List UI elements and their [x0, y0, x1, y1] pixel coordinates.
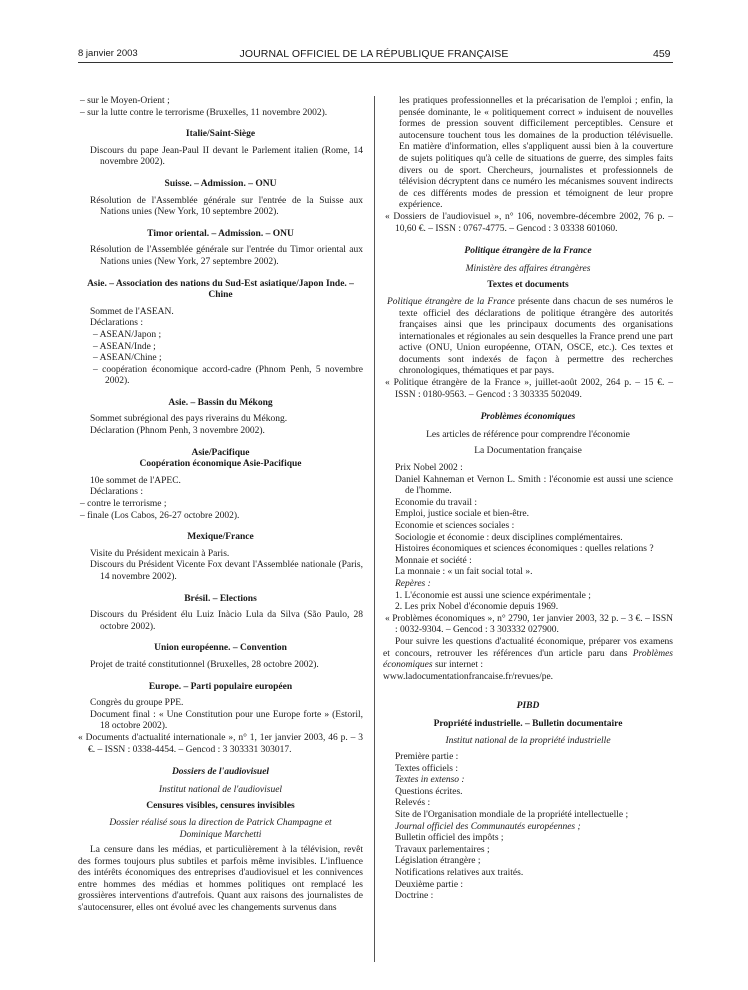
publisher: Ministère des affaires étrangères [465, 263, 591, 274]
section-heading: Timor oriental. – Admission. – ONU [147, 228, 294, 239]
section-heading: Propriété industrielle. – Bulletin documentaire [433, 718, 623, 729]
header-rule [78, 62, 673, 63]
list-item: Histoires économiques et sciences économiques : quelles relations ? [395, 544, 654, 555]
paragraph-text: sur internet : [432, 660, 483, 671]
list-item: – sur la lutte contre le terrorisme (Bruxelles, 11 novembre 2002). [80, 107, 328, 118]
list-item: – contre le terrorisme ; [80, 499, 167, 510]
section-heading: Italie/Saint-Siège [185, 129, 256, 140]
section-heading: Mexique/France [187, 532, 254, 543]
website-link[interactable]: www.ladocumentationfrancaise.fr/revues/pe. [383, 671, 554, 682]
paragraph: Déclarations : [90, 318, 144, 329]
section-heading: Asie/Pacifique [191, 447, 250, 458]
list-item: 2. Les prix Nobel d'économie depuis 1969. [395, 602, 559, 613]
list-item: – ASEAN/Inde ; [93, 341, 156, 352]
paragraph: Document final : « Une Constitution pour une Europe forte » (Estoril, 18 octobre 2002). [90, 709, 363, 732]
section-heading: Politique étrangère de la France [464, 246, 592, 257]
section-heading: Textes et documents [487, 280, 569, 291]
journal-title: Politique étrangère de la France [387, 296, 515, 307]
list-item: – coopération économique accord-cadre (Phnom Penh, 5 novembre 2002). [93, 364, 363, 387]
list-item: Emploi, justice sociale et bien-être. [395, 509, 530, 520]
list-item: Notifications relatives aux traités. [395, 868, 524, 879]
paragraph: les pratiques professionnelles et la précarisation de l'emploi ; enfin, la pensée dominante, le « politiquement correct » induisent de nouvelles formes de pression souvent difficilement perceptibles. Censure et autocensure touchent tous les domaines de la production télévisuelle. En matière d'information, elles s'appliquent aussi bien à la couverture de sujets politiques qu'à celle de situations de guerre, des simples faits divers ou de sport. Chercheurs, journalistes et professionnels de télévision décryptent dans ce numéro les mécanismes souvent indirects de ces différents modes de pression et témoignent de leur propre expérience. [399, 96, 673, 211]
paragraph: Projet de traité constitutionnel (Bruxelles, 28 octobre 2002). [90, 659, 319, 670]
list-item: Site de l'Organisation mondiale de la propriété intellectuelle ; [395, 810, 629, 821]
section-heading: Brésil. – Elections [184, 593, 257, 604]
section-heading: Problèmes économiques [480, 412, 576, 423]
list-item: Législation étrangère ; [395, 856, 481, 867]
list-item: 1. L'économie est aussi une science expérimentale ; [395, 590, 591, 601]
list-item: Textes in extenso : [395, 775, 465, 786]
list-item: Textes officiels : [395, 763, 459, 774]
header-date: 8 janvier 2003 [78, 48, 138, 59]
paragraph: Sommet de l'ASEAN. [90, 306, 174, 317]
paragraph [383, 637, 673, 672]
section-heading: Asie. – Association des nations du Sud-Est asiatique/Japon Inde. – Chine [87, 278, 354, 301]
paragraph: Résolution de l'Assemblée générale sur l'entrée du Timor oriental aux Nations unies (New York, 27 septembre 2002). [90, 245, 363, 267]
list-item: Questions écrites. [395, 786, 463, 797]
paragraph [383, 297, 673, 378]
list-item: – sur le Moyen-Orient ; [80, 96, 170, 106]
reference: « Dossiers de l'audiovisuel », n° 106, novembre-décembre 2002, 76 p. – 10,60 €. – ISSN : 0767-4775. – Gencod : 3 03338 601060. [385, 211, 673, 234]
header-title: JOURNAL OFFICIEL DE LA RÉPUBLIQUE FRANÇAISE [239, 48, 509, 60]
paragraph: La censure dans les médias, et particulièrement à la télévision, revêt des formes toujours plus subtiles et parfois même invisibles. L'influence des intérêts économiques des entreprises d'audiovisuel et les connivences entre hommes des médias et hommes politiques ont remplacé les grossières interventions d'autrefois. Quant aux raisons des journalistes de s'autocensurer, elles ont évolué avec les changements survenus dans [78, 845, 363, 914]
paragraph: Discours du pape Jean-Paul II devant le Parlement italien (Rome, 14 novembre 2002). [90, 145, 363, 168]
section-heading: PIBD [516, 701, 540, 712]
list-item: Deuxième partie : [395, 879, 464, 890]
section-heading: Dossiers de l'audiovisuel [171, 767, 270, 778]
reference: « Problèmes économiques », n° 2790, 1er janvier 2003, 32 p. – 3 €. – ISSN : 0032-9304. – Gencod : 3 303332 027900. [385, 613, 673, 636]
list-item: – ASEAN/Chine ; [93, 353, 162, 364]
paragraph: Discours du Président élu Luiz Inàcio Lula da Silva (São Paulo, 28 octobre 2002). [90, 610, 363, 632]
list-item: La monnaie : « un fait social total ». [395, 567, 533, 578]
list-item: Monnaie et société : [395, 555, 472, 566]
list-item: Doctrine : [395, 891, 434, 902]
paragraph: Sommet subrégional des pays riverains du Mékong. [90, 414, 288, 425]
paragraph: Déclarations : [90, 487, 144, 498]
paragraph: Résolution de l'Assemblée générale sur l'entrée de la Suisse aux Nations unies (New York, 10 septembre 2002). [90, 195, 363, 218]
page-number: 459 [653, 48, 671, 60]
list-item: Sociologie et économie : deux disciplines complémentaires. [395, 532, 623, 543]
subtitle: Les articles de référence pour comprendre l'économie [426, 429, 630, 440]
section-heading: Suisse. – Admission. – ONU [164, 178, 277, 189]
list-item: Journal officiel des Communautés européennes ; [395, 821, 581, 832]
reference: « Politique étrangère de la France », juillet-août 2002, 264 p. – 15 €. – ISSN : 0180-9563. – Gencod : 3 303335 502049. [385, 378, 673, 400]
paragraph: Discours du Président Vicente Fox devant l'Assemblée nationale (Paris, 14 novembre 2002). [90, 560, 363, 582]
paragraph-text: Pour suivre les questions d'actualité économique, préparer vos examens et concours, retrouver les références d'un article paru dans [383, 636, 673, 659]
right-column [383, 96, 673, 903]
section-heading: Europe. – Parti populaire européen [148, 681, 293, 692]
list-item: – ASEAN/Japon ; [93, 329, 162, 340]
list-item: Economie et sciences sociales : [395, 521, 515, 531]
list-item: – finale (Los Cabos, 26-27 octobre 2002). [80, 510, 240, 521]
list-item: Economie du travail : [395, 497, 478, 508]
list-item: Relevés : [395, 798, 431, 809]
list-item: Prix Nobel 2002 : [395, 463, 463, 474]
paragraph: Déclaration (Phnom Penh, 3 novembre 2002). [90, 426, 265, 437]
publisher: Institut national de la propriété industrielle [445, 735, 611, 746]
section-heading: Union européenne. – Convention [154, 643, 287, 654]
list-item: Bulletin officiel des impôts ; [395, 833, 504, 844]
paragraph: Congrès du groupe PPE. [90, 698, 184, 709]
list-item: Repères : [395, 578, 431, 589]
section-heading: Censures visibles, censures invisibles [146, 801, 295, 812]
publisher: Institut national de l'audiovisuel [158, 784, 283, 795]
paragraph: 10e sommet de l'APEC. [90, 475, 181, 486]
publisher: La Documentation française [474, 446, 582, 457]
editor-line: Dossier réalisé sous la direction de Patrick Champagne et Dominique Marchetti [109, 817, 332, 840]
section-heading: Asie. – Bassin du Mékong [168, 397, 273, 408]
reference: « Documents d'actualité internationale », n° 1, 1er janvier 2003, 46 p. – 3 €. – ISSN : 0338-4454. – Gencod : 3 303331 303017. [78, 732, 363, 755]
list-item: Première partie : [395, 752, 459, 763]
list-item: Daniel Kahneman et Vernon L. Smith : l'économie est aussi une science de l'homme. [395, 474, 673, 497]
left-column [78, 96, 363, 915]
paragraph: Visite du Président mexicain à Paris. [90, 548, 230, 559]
paragraph-text: présente dans chacun de ses numéros le texte officiel des déclarations de politique étrangère des autorités françaises ainsi que les principaux documents des organisations internationales et régionales au sein desquelles la France prend une part active (ONU, Union européenne, OTAN, OSCE, etc.). Ces textes et documents sont indexés de façon à permettre des recherches chronologiques, thématiques et par pays. [399, 296, 673, 377]
journal-title: Problèmes économiques [383, 648, 673, 671]
section-heading: Coopération économique Asie-Pacifique [139, 459, 302, 470]
list-item: Travaux parlementaires ; [395, 844, 490, 855]
column-divider [374, 96, 375, 962]
